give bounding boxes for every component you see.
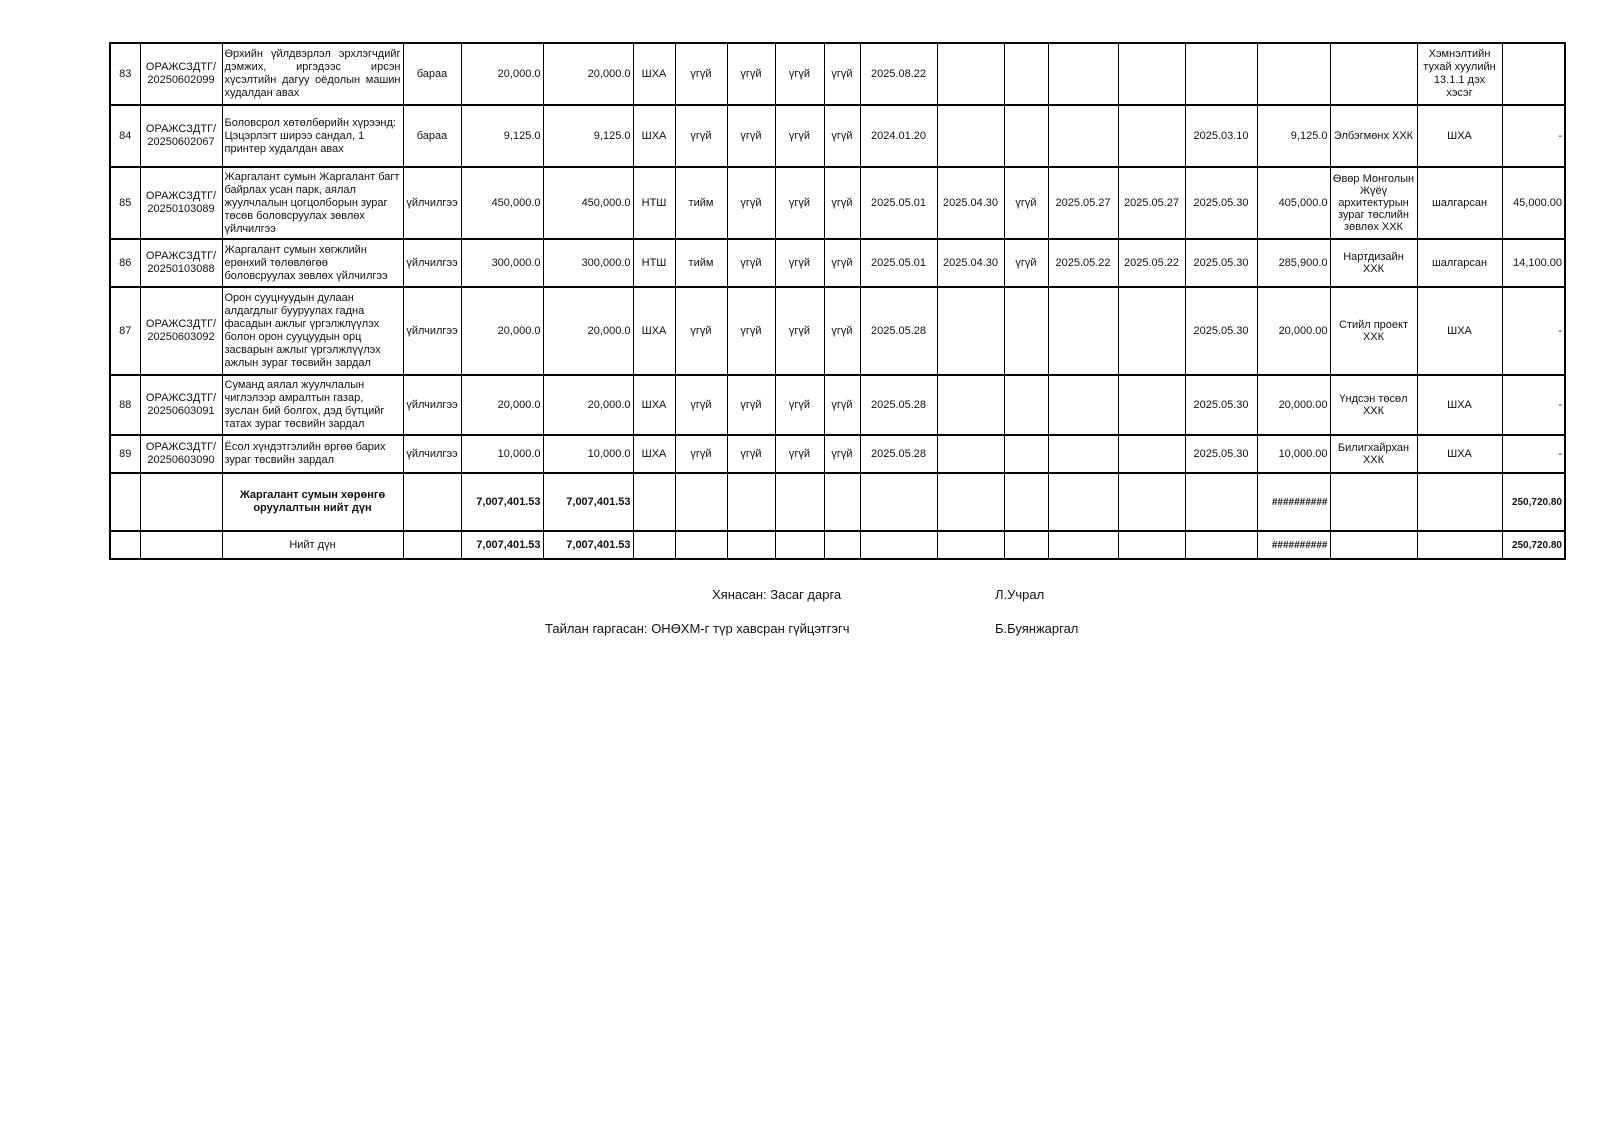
cell-value: 285,900.0 <box>1257 239 1330 287</box>
total-saving: 250,720.80 <box>1502 531 1565 559</box>
cell-method: ШХА <box>633 287 675 375</box>
cell-code: ОРАЖСЗДТГ/ 20250603091 <box>140 375 222 435</box>
cell-date2 <box>937 375 1004 435</box>
prepared-by-label: Тайлан гаргасан: ОНӨХМ-г түр хавсран гүйцэтгэгч <box>545 621 850 636</box>
cell-c1: үгүй <box>675 105 727 167</box>
cell-amount1: 450,000.0 <box>461 167 543 239</box>
cell-amount2: 450,000.0 <box>543 167 633 239</box>
cell-code: ОРАЖСЗДТГ/ 20250602067 <box>140 105 222 167</box>
cell-c1: үгүй <box>675 375 727 435</box>
cell-date1: 2025.05.01 <box>860 167 937 239</box>
cell-code: ОРАЖСЗДТГ/ 20250602099 <box>140 43 222 105</box>
table-row <box>110 287 1565 375</box>
cell-method: ШХА <box>633 43 675 105</box>
cell-c2: үгүй <box>727 375 775 435</box>
subtotal-saving: 250,720.80 <box>1502 473 1565 531</box>
cell-value: 20,000.00 <box>1257 375 1330 435</box>
table-row <box>110 435 1565 473</box>
cell-c5 <box>1004 375 1048 435</box>
cell-date2 <box>937 105 1004 167</box>
cell-saving: - <box>1502 287 1565 375</box>
subtotal-label: Жаргалант сумын хөрөнгө оруулалтын нийт дүн <box>222 473 403 531</box>
table-row <box>110 167 1565 239</box>
cell-c1: тийм <box>675 239 727 287</box>
cell-c1: үгүй <box>675 43 727 105</box>
cell-c4: үгүй <box>824 105 860 167</box>
prepared-by-name: Б.Буянжаргал <box>995 621 1079 636</box>
cell-type: бараа <box>403 43 461 105</box>
cell-type: үйлчилгээ <box>403 435 461 473</box>
cell-type: үйлчилгээ <box>403 375 461 435</box>
cell-name: Жаргалант сумын Жаргалант багт байрлах усан парк, аялал жуулчлалын цогцолборын зураг төсөв боловсруулах зөвлөх үйлчилгээ <box>222 167 403 239</box>
cell-date4 <box>1118 105 1185 167</box>
cell-date3 <box>1048 435 1118 473</box>
cell-no: 86 <box>110 239 140 287</box>
cell-date1: 2025.05.28 <box>860 375 937 435</box>
cell-c2: үгүй <box>727 239 775 287</box>
cell-date1: 2025.05.28 <box>860 435 937 473</box>
cell-method: ШХА <box>633 375 675 435</box>
cell-c3: үгүй <box>775 435 824 473</box>
cell-date3: 2025.05.22 <box>1048 239 1118 287</box>
cell-name: Жаргалант сумын хөгжлийн ерөнхий төлөвлөгөө боловсруулах зөвлөх үйлчилгээ <box>222 239 403 287</box>
cell-amount1: 20,000.0 <box>461 287 543 375</box>
cell-no: 88 <box>110 375 140 435</box>
cell-c5 <box>1004 287 1048 375</box>
cell-date4 <box>1118 287 1185 375</box>
cell-c1: тийм <box>675 167 727 239</box>
cell-status: ШХА <box>1417 287 1502 375</box>
cell-c3: үгүй <box>775 375 824 435</box>
cell-type: үйлчилгээ <box>403 287 461 375</box>
subtotal-amount2: 7,007,401.53 <box>543 473 633 531</box>
cell-date5: 2025.05.30 <box>1185 435 1257 473</box>
cell-c5: үгүй <box>1004 167 1048 239</box>
cell-supplier <box>1330 43 1417 105</box>
subtotal-value: ########## <box>1257 473 1330 531</box>
cell-method: ШХА <box>633 105 675 167</box>
cell-c4: үгүй <box>824 287 860 375</box>
cell-c1: үгүй <box>675 435 727 473</box>
cell-no: 85 <box>110 167 140 239</box>
cell-date5: 2025.05.30 <box>1185 375 1257 435</box>
cell-c3: үгүй <box>775 167 824 239</box>
cell-saving <box>1502 43 1565 105</box>
cell-date5: 2025.05.30 <box>1185 287 1257 375</box>
cell-saving: - <box>1502 375 1565 435</box>
cell-date2 <box>937 287 1004 375</box>
cell-saving: 14,100.00 <box>1502 239 1565 287</box>
cell-c2: үгүй <box>727 105 775 167</box>
cell-code: ОРАЖСЗДТГ/ 20250103089 <box>140 167 222 239</box>
cell-amount1: 10,000.0 <box>461 435 543 473</box>
cell-name: Боловсрол хөтөлбөрийн хүрээнд: Цэцэрлэгт ширээ сандал, 1 принтер худалдан авах <box>222 105 403 167</box>
cell-status: шалгарсан <box>1417 167 1502 239</box>
cell-amount2: 10,000.0 <box>543 435 633 473</box>
cell-c4: үгүй <box>824 43 860 105</box>
cell-supplier: Үндсэн төсөл ХХК <box>1330 375 1417 435</box>
cell-c2: үгүй <box>727 435 775 473</box>
cell-date1: 2025.08.22 <box>860 43 937 105</box>
cell-amount2: 20,000.0 <box>543 375 633 435</box>
total-amount1: 7,007,401.53 <box>461 531 543 559</box>
cell-amount2: 300,000.0 <box>543 239 633 287</box>
cell-amount2: 20,000.0 <box>543 43 633 105</box>
cell-type: бараа <box>403 105 461 167</box>
cell-date3 <box>1048 375 1118 435</box>
cell-name: Суманд аялал жуулчлалын чиглэлээр амралтын газар, зуслан бий болгох, дэд бүтцийг татах зураг төсвийн зардал <box>222 375 403 435</box>
cell-date2 <box>937 43 1004 105</box>
cell-saving: - <box>1502 105 1565 167</box>
subtotal-amount1: 7,007,401.53 <box>461 473 543 531</box>
cell-date5: 2025.03.10 <box>1185 105 1257 167</box>
cell-date4 <box>1118 435 1185 473</box>
cell-date3 <box>1048 105 1118 167</box>
cell-code: ОРАЖСЗДТГ/ 20250603090 <box>140 435 222 473</box>
total-amount2: 7,007,401.53 <box>543 531 633 559</box>
cell-supplier: Элбэгмөнх ХХК <box>1330 105 1417 167</box>
cell-code: ОРАЖСЗДТГ/ 20250103088 <box>140 239 222 287</box>
total-label: Нийт дүн <box>222 531 403 559</box>
cell-date5: 2025.05.30 <box>1185 239 1257 287</box>
cell-c3: үгүй <box>775 287 824 375</box>
cell-no: 84 <box>110 105 140 167</box>
cell-c4: үгүй <box>824 435 860 473</box>
cell-amount1: 20,000.0 <box>461 375 543 435</box>
cell-c2: үгүй <box>727 287 775 375</box>
subtotal-row <box>110 473 1565 531</box>
cell-status: ШХА <box>1417 375 1502 435</box>
cell-date3: 2025.05.27 <box>1048 167 1118 239</box>
cell-saving: 45,000.00 <box>1502 167 1565 239</box>
cell-amount1: 20,000.0 <box>461 43 543 105</box>
cell-supplier: Стийл проект ХХК <box>1330 287 1417 375</box>
cell-date2 <box>937 435 1004 473</box>
cell-no: 83 <box>110 43 140 105</box>
cell-value: 405,000.0 <box>1257 167 1330 239</box>
cell-amount2: 20,000.0 <box>543 287 633 375</box>
cell-method: НТШ <box>633 167 675 239</box>
table-row <box>110 105 1565 167</box>
cell-c3: үгүй <box>775 43 824 105</box>
cell-date2: 2025.04.30 <box>937 239 1004 287</box>
cell-amount1: 9,125.0 <box>461 105 543 167</box>
procurement-table <box>109 42 1566 560</box>
cell-date5: 2025.05.30 <box>1185 167 1257 239</box>
cell-value: 20,000.00 <box>1257 287 1330 375</box>
cell-status: ШХА <box>1417 435 1502 473</box>
cell-value <box>1257 43 1330 105</box>
cell-date1: 2025.05.01 <box>860 239 937 287</box>
cell-amount2: 9,125.0 <box>543 105 633 167</box>
cell-no: 89 <box>110 435 140 473</box>
checked-by-label: Хянасан: Засаг дарга <box>712 587 842 602</box>
cell-method: ШХА <box>633 435 675 473</box>
table-row <box>110 43 1565 105</box>
cell-supplier: Өвөр Монголын Жүёү архитектурын зураг төслийн зөвлөх ХХК <box>1330 167 1417 239</box>
cell-value: 9,125.0 <box>1257 105 1330 167</box>
cell-status: шалгарсан <box>1417 239 1502 287</box>
cell-supplier: Нартдизайн ХХК <box>1330 239 1417 287</box>
cell-c4: үгүй <box>824 239 860 287</box>
cell-status: Хэмнэлтийн тухай хуулийн 13.1.1 дэх хэсэг <box>1417 43 1502 105</box>
cell-c2: үгүй <box>727 43 775 105</box>
cell-date2: 2025.04.30 <box>937 167 1004 239</box>
table-body <box>110 43 1565 473</box>
cell-saving: - <box>1502 435 1565 473</box>
table-row <box>110 375 1565 435</box>
cell-value: 10,000.00 <box>1257 435 1330 473</box>
cell-c5 <box>1004 105 1048 167</box>
cell-c4: үгүй <box>824 167 860 239</box>
cell-c4: үгүй <box>824 375 860 435</box>
cell-status: ШХА <box>1417 105 1502 167</box>
total-row <box>110 531 1565 559</box>
cell-date3 <box>1048 287 1118 375</box>
cell-type: үйлчилгээ <box>403 167 461 239</box>
cell-date4: 2025.05.22 <box>1118 239 1185 287</box>
cell-method: НТШ <box>633 239 675 287</box>
cell-c3: үгүй <box>775 105 824 167</box>
cell-date3 <box>1048 43 1118 105</box>
cell-date4 <box>1118 43 1185 105</box>
cell-date1: 2024.01.20 <box>860 105 937 167</box>
cell-amount1: 300,000.0 <box>461 239 543 287</box>
cell-name: Ёсол хүндэтгэлийн өргөө барих зураг төсвийн зардал <box>222 435 403 473</box>
cell-date4: 2025.05.27 <box>1118 167 1185 239</box>
checked-by-name: Л.Учрал <box>995 587 1045 602</box>
cell-no: 87 <box>110 287 140 375</box>
cell-date5 <box>1185 43 1257 105</box>
cell-date4 <box>1118 375 1185 435</box>
cell-c1: үгүй <box>675 287 727 375</box>
cell-c5 <box>1004 43 1048 105</box>
cell-name: Орон сууцнуудын дулаан алдагдлыг бууруулах гадна фасадын ажлыг үргэлжлүүлэх болон орон сууцуудын орц засварын ажлыг үргэлжлүүлэх ажлын зураг төсвийн зардал <box>222 287 403 375</box>
total-value: ########## <box>1257 531 1330 559</box>
cell-name: Өрхийн үйлдвэрлэл эрхлэгчдийг дэмжих, иргэдээс ирсэн хүсэлтийн дагуу оёдолын машин худалдан авах <box>222 43 403 105</box>
cell-code: ОРАЖСЗДТГ/ 20250603092 <box>140 287 222 375</box>
cell-c5 <box>1004 435 1048 473</box>
table-row <box>110 239 1565 287</box>
cell-c2: үгүй <box>727 167 775 239</box>
cell-supplier: Билигхайрхан ХХК <box>1330 435 1417 473</box>
cell-type: үйлчилгээ <box>403 239 461 287</box>
cell-date1: 2025.05.28 <box>860 287 937 375</box>
cell-c5: үгүй <box>1004 239 1048 287</box>
cell-c3: үгүй <box>775 239 824 287</box>
